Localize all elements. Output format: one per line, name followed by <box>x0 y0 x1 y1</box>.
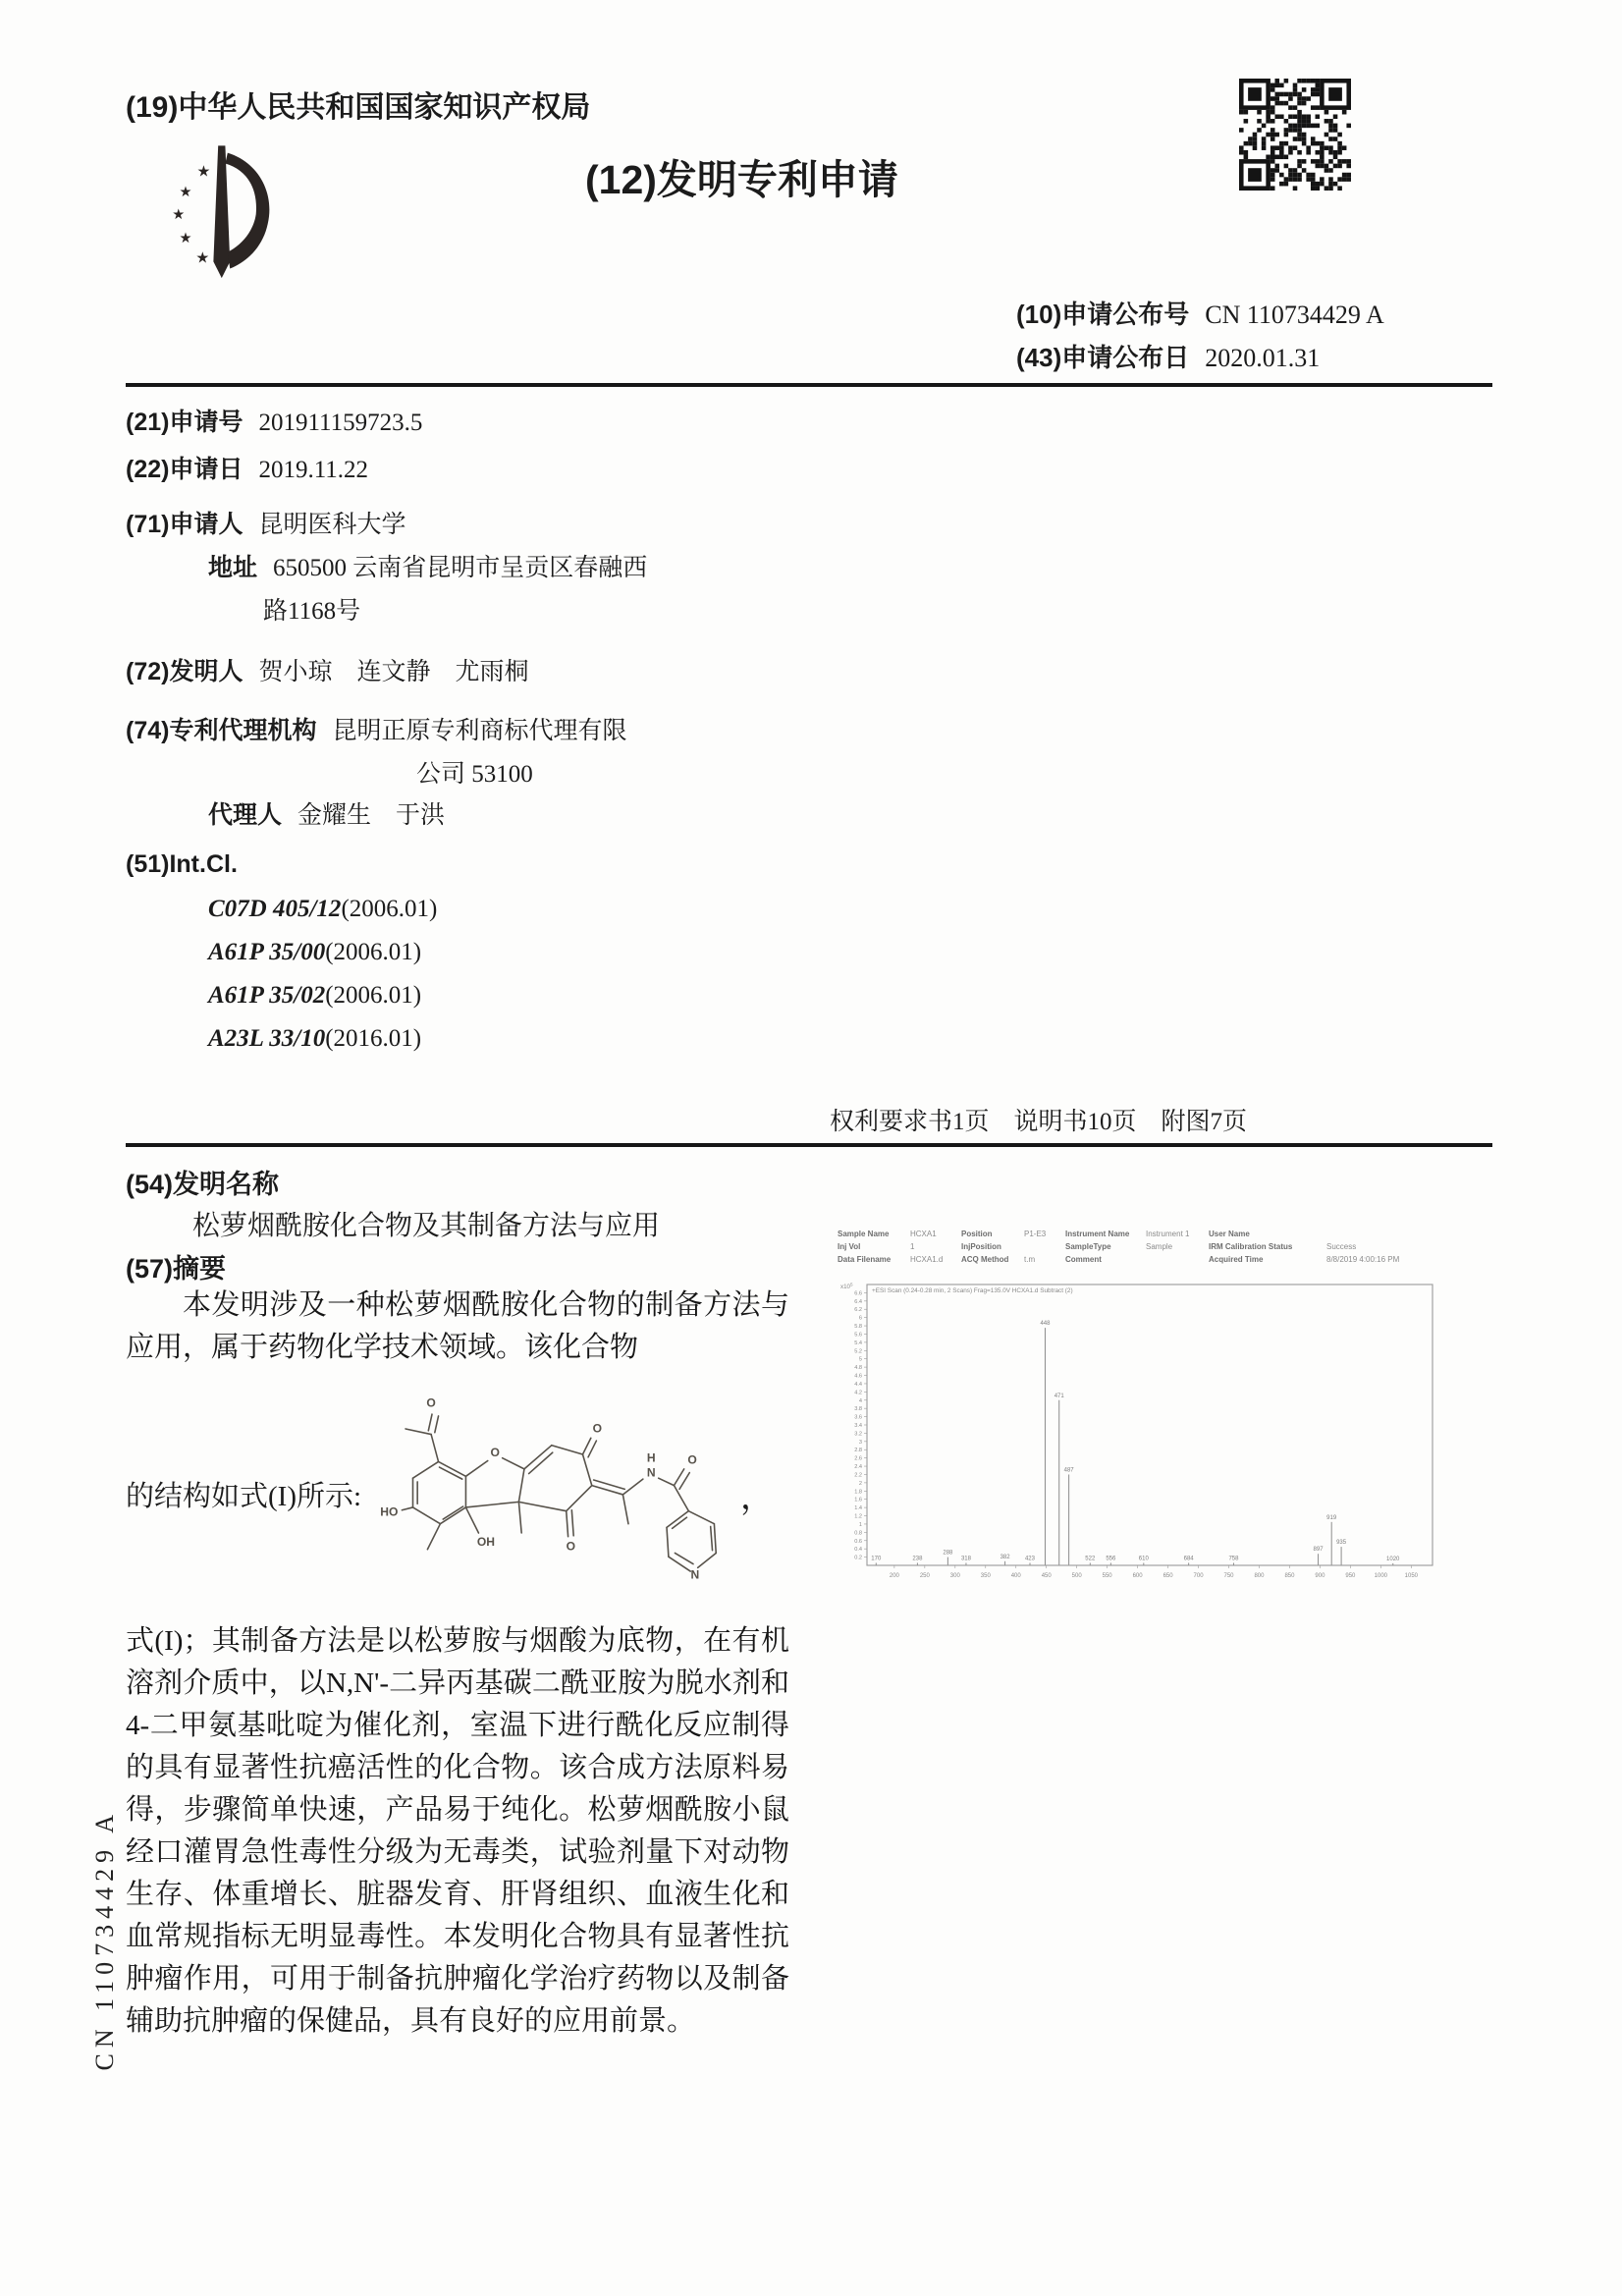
atom-o: O <box>592 1421 603 1436</box>
spec-field-label: User Name <box>1209 1230 1250 1238</box>
intcl-heading <box>126 850 238 879</box>
application-number-label: (21)申请号 <box>126 409 243 436</box>
svg-text:700: 700 <box>1193 1573 1204 1579</box>
svg-text:170: 170 <box>871 1556 882 1562</box>
spectrum-plot <box>838 1269 1442 1607</box>
logo-star: ★ <box>195 249 210 267</box>
atom-o: O <box>687 1452 697 1467</box>
applicant-line <box>126 505 406 540</box>
svg-text:1.6: 1.6 <box>854 1497 862 1503</box>
svg-text:2: 2 <box>858 1480 862 1487</box>
publication-number-value: CN 110734429 A <box>1205 301 1384 329</box>
svg-text:600: 600 <box>1132 1573 1143 1579</box>
spec-field-value: t.m <box>1024 1255 1036 1264</box>
spec-field-value: Instrument 1 <box>1146 1230 1190 1238</box>
spec-field-label: IRM Calibration Status <box>1209 1242 1293 1251</box>
publication-date-value: 2020.01.31 <box>1205 344 1321 372</box>
svg-text:3.2: 3.2 <box>854 1431 862 1438</box>
svg-text:0.2: 0.2 <box>854 1555 862 1561</box>
svg-text:1020: 1020 <box>1386 1556 1400 1562</box>
application-number-line <box>126 403 422 438</box>
intcl-code: A61P 35/00 <box>208 939 326 965</box>
address-label: 地址 <box>208 554 258 581</box>
spec-field-value: HCXA1.d <box>910 1255 944 1264</box>
peaks-group <box>871 1321 1400 1564</box>
spec-field-value: P1-E3 <box>1024 1230 1047 1238</box>
applicant-value: 昆明医科大学 <box>258 512 406 538</box>
atom-o: O <box>426 1395 436 1410</box>
svg-text:5: 5 <box>858 1356 862 1363</box>
formula-row <box>126 1371 819 1616</box>
side-publication-number: CN 110734429 A <box>90 1809 119 2071</box>
address-line-1 <box>208 548 647 583</box>
formula-tail-comma: ， <box>740 1479 775 1516</box>
atom-oh: OH <box>476 1535 495 1550</box>
spectrum-header-table <box>838 1230 1442 1265</box>
svg-text:6.6: 6.6 <box>854 1290 862 1297</box>
agency-label: (74)专利代理机构 <box>126 717 317 744</box>
svg-text:1: 1 <box>858 1521 862 1528</box>
svg-text:758: 758 <box>1228 1556 1239 1562</box>
spec-field-label: InjPosition <box>961 1242 1001 1251</box>
svg-text:4.8: 4.8 <box>854 1365 862 1372</box>
invention-title: 松萝烟酰胺化合物及其制备方法与应用 <box>192 1211 661 1241</box>
svg-text:3.4: 3.4 <box>854 1423 862 1429</box>
svg-text:850: 850 <box>1284 1573 1295 1579</box>
svg-text:1.2: 1.2 <box>854 1513 862 1520</box>
svg-text:6.4: 6.4 <box>854 1298 862 1305</box>
address-value-2: 路1168号 <box>263 598 361 625</box>
issuing-office: (19)中华人民共和国国家知识产权局 <box>126 91 591 124</box>
svg-text:487: 487 <box>1063 1467 1074 1474</box>
spec-field-label: Data Filename <box>838 1255 892 1264</box>
svg-text:250: 250 <box>919 1573 930 1579</box>
formula-lead-text: 的结构如式(I)所示: <box>126 1480 362 1512</box>
svg-text:684: 684 <box>1183 1556 1194 1562</box>
application-date-label: (22)申请日 <box>126 456 243 483</box>
svg-text:900: 900 <box>1315 1573 1325 1579</box>
application-number-value: 201911159723.5 <box>258 410 423 436</box>
atom-ho: HO <box>380 1504 399 1519</box>
svg-text:0.8: 0.8 <box>854 1530 862 1537</box>
spec-field-label: Sample Name <box>838 1230 890 1238</box>
svg-text:919: 919 <box>1326 1514 1337 1521</box>
spec-field-value <box>1024 1242 1057 1252</box>
svg-text:1.4: 1.4 <box>854 1505 862 1512</box>
intcl-code: A61P 35/02 <box>208 982 326 1009</box>
publication-date-line <box>1016 338 1320 374</box>
svg-text:471: 471 <box>1054 1393 1064 1399</box>
svg-text:4.2: 4.2 <box>854 1390 862 1396</box>
svg-text:6: 6 <box>858 1315 862 1322</box>
svg-text:4: 4 <box>858 1397 862 1404</box>
svg-text:1000: 1000 <box>1374 1573 1388 1579</box>
address-value-1: 650500 云南省昆明市呈贡区春融西 <box>273 555 648 581</box>
svg-text:200: 200 <box>889 1573 899 1579</box>
section-divider <box>126 1143 1492 1147</box>
logo-star: ★ <box>179 185 192 201</box>
publication-number-label: (10)申请公布号 <box>1016 300 1190 329</box>
mass-spectrum-figure <box>838 1230 1442 1612</box>
inventors-value: 贺小琼 连文静 尤雨桐 <box>258 659 529 685</box>
intcl-code: A23L 33/10 <box>208 1025 326 1052</box>
qr-code <box>1239 79 1351 191</box>
agent-line <box>208 795 445 831</box>
spec-field-label: Instrument Name <box>1065 1230 1130 1238</box>
svg-text:1050: 1050 <box>1404 1573 1419 1579</box>
spec-field-label: Acquired Time <box>1209 1255 1264 1264</box>
svg-text:935: 935 <box>1336 1540 1347 1547</box>
inventors-line <box>126 652 528 687</box>
svg-text:522: 522 <box>1085 1556 1096 1562</box>
svg-text:610: 610 <box>1138 1556 1149 1562</box>
svg-text:3.6: 3.6 <box>854 1414 862 1421</box>
chemical-structure-formula-I <box>367 1380 732 1608</box>
svg-text:450: 450 <box>1041 1573 1052 1579</box>
spec-field-label: SampleType <box>1065 1242 1111 1251</box>
abstract-paragraph-2: 式(I)；其制备方法是以松萝胺与烟酸为底物，在有机溶剂介质中，以N,N'-二异丙基碳二酰亚胺为脱水剂和4-二甲氨基吡啶为催化剂，室温下进行酰化反应制得的具有显著性抗癌活性的化合物。该合成方法原料易得，步骤简单快速，产品易于纯化。松萝烟酰胺小鼠经口灌胃急性毒性分级为无毒类，试验剂量下对动物生存、体重增长、脏器发育、肝肾组织、血液生化和血常规指标无明显毒性。本发明化合物具有显著性抗肿瘤作用，可用于制备抗肿瘤化学治疗药物以及制备辅助抗肿瘤的保健品，具有良好的应用前景。 <box>126 1625 789 2037</box>
intcl-label: (51)Int.Cl. <box>126 850 238 878</box>
atom-n: N <box>646 1465 656 1480</box>
intcl-item <box>208 896 437 923</box>
svg-text:4.6: 4.6 <box>854 1373 862 1380</box>
svg-text:0.6: 0.6 <box>854 1538 862 1545</box>
invention-title-label: (54)发明名称 <box>126 1170 280 1199</box>
svg-text:300: 300 <box>949 1573 960 1579</box>
atom-h: H <box>646 1450 656 1465</box>
logo-pillar <box>213 145 230 278</box>
svg-text:2.4: 2.4 <box>854 1464 862 1471</box>
svg-text:318: 318 <box>960 1556 971 1562</box>
abstract-paragraph-1: 本发明涉及一种松萝烟酰胺化合物的制备方法与应用，属于药物化学技术领域。该化合物 <box>126 1289 789 1363</box>
header-divider <box>126 383 1492 387</box>
svg-text:448: 448 <box>1040 1321 1051 1328</box>
svg-text:423: 423 <box>1024 1556 1035 1562</box>
svg-text:550: 550 <box>1102 1573 1112 1579</box>
atom-n: N <box>690 1567 700 1582</box>
y-axis-group <box>854 1290 867 1560</box>
spec-field-label: Comment <box>1065 1255 1102 1264</box>
svg-text:238: 238 <box>912 1556 923 1562</box>
spec-field-value: Sample <box>1146 1242 1173 1251</box>
spec-field-value: Success <box>1326 1242 1357 1251</box>
intcl-item <box>208 982 421 1010</box>
svg-text:2.8: 2.8 <box>854 1448 862 1454</box>
svg-text:556: 556 <box>1106 1556 1116 1562</box>
svg-text:897: 897 <box>1313 1547 1324 1554</box>
intcl-item <box>208 939 421 966</box>
inventors-label: (72)发明人 <box>126 658 243 685</box>
logo-crescent <box>225 153 269 269</box>
svg-text:400: 400 <box>1010 1573 1021 1579</box>
spec-field-label: Inj Vol <box>838 1242 861 1251</box>
y-scale-label: $x10^5$ <box>840 1282 853 1290</box>
svg-text:4.4: 4.4 <box>854 1381 862 1388</box>
logo-star: ★ <box>196 163 211 181</box>
spec-field-value <box>1326 1230 1429 1239</box>
agency-line-1 <box>126 711 626 746</box>
svg-text:950: 950 <box>1345 1573 1356 1579</box>
pages-info: 权利要求书1页 说明书10页 附图7页 <box>829 1109 1247 1135</box>
svg-text:382: 382 <box>1000 1554 1010 1560</box>
publication-date-label: (43)申请公布日 <box>1016 343 1190 372</box>
svg-text:350: 350 <box>980 1573 991 1579</box>
svg-text:5.2: 5.2 <box>854 1348 862 1355</box>
svg-text:288: 288 <box>943 1550 953 1557</box>
applicant-label: (71)申请人 <box>126 511 243 538</box>
address-line-2 <box>263 591 360 627</box>
application-date-value: 2019.11.22 <box>258 457 369 483</box>
intcl-item <box>208 1025 421 1053</box>
svg-text:750: 750 <box>1223 1573 1234 1579</box>
svg-text:2.6: 2.6 <box>854 1455 862 1462</box>
intcl-code: C07D 405/12 <box>208 896 342 922</box>
svg-text:6.2: 6.2 <box>854 1307 862 1314</box>
atom-o: O <box>566 1539 576 1554</box>
x-axis-group <box>890 1565 1419 1579</box>
logo-star: ★ <box>172 207 186 224</box>
svg-text:3.8: 3.8 <box>854 1406 862 1413</box>
intcl-year: (2006.01) <box>341 896 438 922</box>
application-date-line <box>126 450 368 485</box>
intcl-year: (2016.01) <box>325 1025 422 1052</box>
intcl-year: (2006.01) <box>325 982 422 1009</box>
spec-field-value <box>1146 1255 1201 1265</box>
spec-field-value: HCXA1 <box>910 1230 937 1238</box>
svg-text:5.6: 5.6 <box>854 1332 862 1339</box>
atom-o: O <box>490 1445 500 1459</box>
agent-value: 金耀生 于洪 <box>297 802 446 829</box>
svg-text:5.8: 5.8 <box>854 1324 862 1331</box>
svg-text:650: 650 <box>1162 1573 1173 1579</box>
agency-line-2 <box>416 754 533 790</box>
agency-value-1: 昆明正原专利商标代理有限 <box>332 718 627 744</box>
svg-text:1.8: 1.8 <box>854 1489 862 1496</box>
svg-text:500: 500 <box>1071 1573 1082 1579</box>
svg-text:2.2: 2.2 <box>854 1472 862 1479</box>
agency-value-2: 公司 53100 <box>416 761 533 788</box>
abstract-label: (57)摘要 <box>126 1254 227 1284</box>
spec-field-label: ACQ Method <box>961 1255 1009 1264</box>
svg-text:0.4: 0.4 <box>854 1547 862 1554</box>
logo-star: ★ <box>179 231 192 247</box>
intcl-year: (2006.01) <box>325 939 422 965</box>
plot-frame <box>867 1285 1433 1565</box>
svg-text:5.4: 5.4 <box>854 1339 862 1346</box>
spec-field-label: Position <box>961 1230 993 1238</box>
cnipa-logo <box>163 143 283 283</box>
spec-field-value: 8/8/2019 4:00:16 PM <box>1326 1255 1400 1264</box>
svg-text:800: 800 <box>1254 1573 1265 1579</box>
svg-text:3: 3 <box>858 1439 862 1446</box>
publication-number-line <box>1016 295 1384 331</box>
agent-label: 代理人 <box>208 801 283 829</box>
spectrum-scan-title: +ESI Scan (0.24-0.28 min, 2 Scans) Frag=135.0V HCXA1.d Subtract (2) <box>872 1287 1073 1294</box>
document-type-title: (12)发明专利申请 <box>585 157 898 202</box>
spec-field-value: 1 <box>910 1242 915 1251</box>
